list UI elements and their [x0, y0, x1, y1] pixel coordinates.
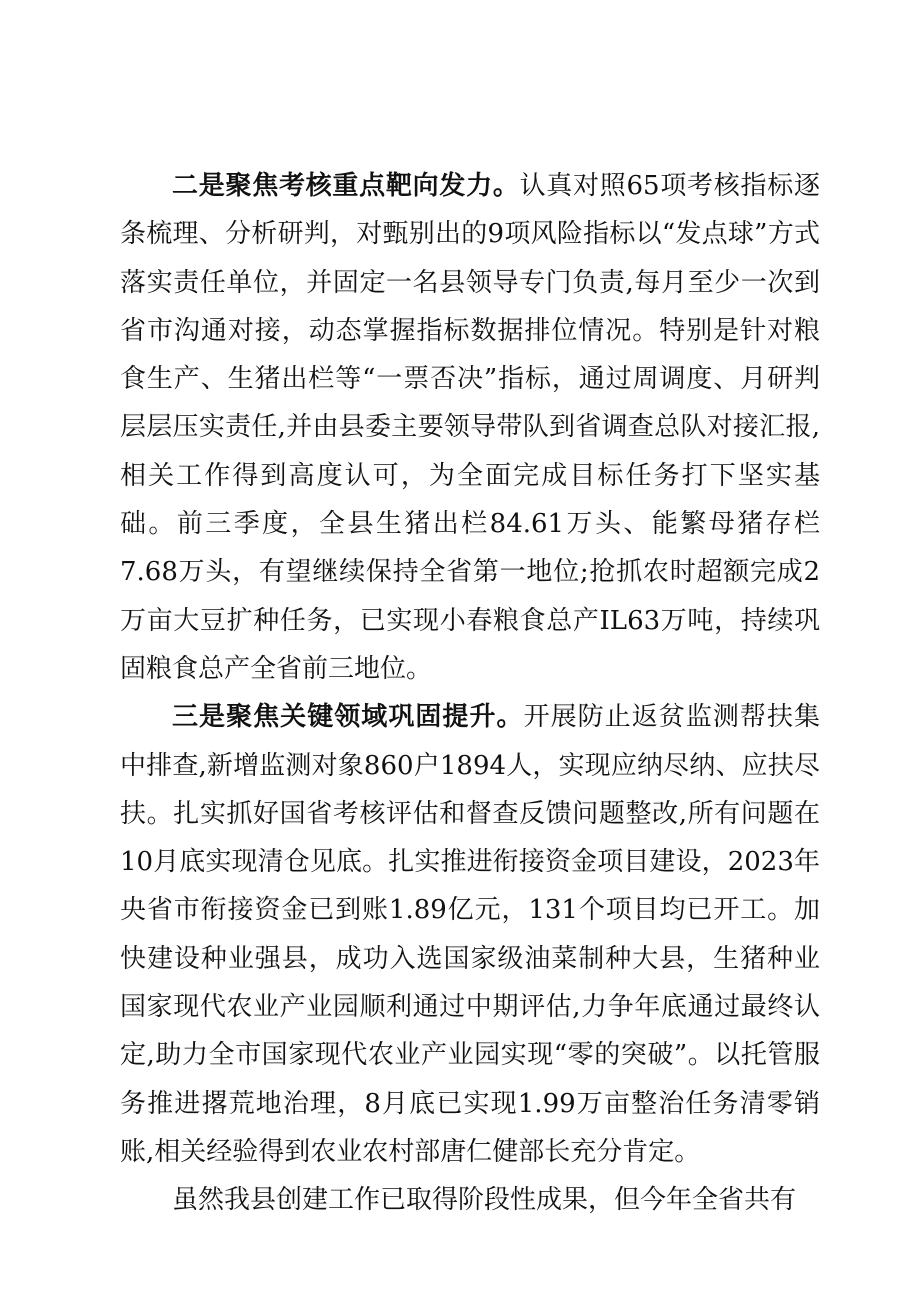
document-body [120, 162, 820, 1225]
paragraph-lead-heading: 二是聚焦考核重点靶向发力。 [172, 171, 520, 201]
paragraph-lead-heading: 三是聚焦关键领域巩固提升。 [172, 702, 524, 733]
paragraph-text: 虽然我县创建工作已取得阶段性成果，但今年全省共有 [172, 1185, 797, 1216]
paragraph-text: 开展防止返贫监测帮扶集中排查,新增监测对象860户1894人，实现应纳尽纳、应扶尽扶。扎实抓好国省考核评估和督查反馈问题整改,所有问题在10月底实现清仓见底。扎实推进衔接资金项目建设，2023年央省市衔接资金已到账1.89亿元，131个项目均已开工。加快建设种业强县，成功入选国家级油菜制种大县，生猪种业国家现代农业产业园顺利通过中期评估,力争年底通过最终认定,助力全市国家现代农业产业园实现“零的突破”。以托管服务推进撂荒地治理，8月底已实现1.99万亩整治任务清零销账,相关经验得到农业农村部唐仁健部长充分肯定。 [120, 702, 820, 1167]
paragraph-text: 认真对照65项考核指标逐条梳理、分析研判，对甄别出的9项风险指标以“发点球”方式落实责任单位，并固定一名县领导专门负责,每月至少一次到省市沟通对接，动态掌握指标数据排位情况。特别是针对粮食生产、生猪出栏等“一票否决”指标，通过周调度、月研判层层压实责任,并由县委主要领导带队到省调查总队对接汇报,相关工作得到高度认可，为全面完成目标任务打下坚实基础。前三季度，全县生猪出栏84.61万头、能繁母猪存栏7.68万头，有望继续保持全省第一地位;抢抓农时超额完成2万亩大豆扩种任务，已实现小春粮食总产IL63万吨，持续巩固粮食总产全省前三地位。 [120, 171, 820, 684]
paragraph-summary [120, 1176, 820, 1224]
paragraph-focus-key-areas [120, 693, 820, 1176]
paragraph-focus-assessment [120, 162, 820, 693]
